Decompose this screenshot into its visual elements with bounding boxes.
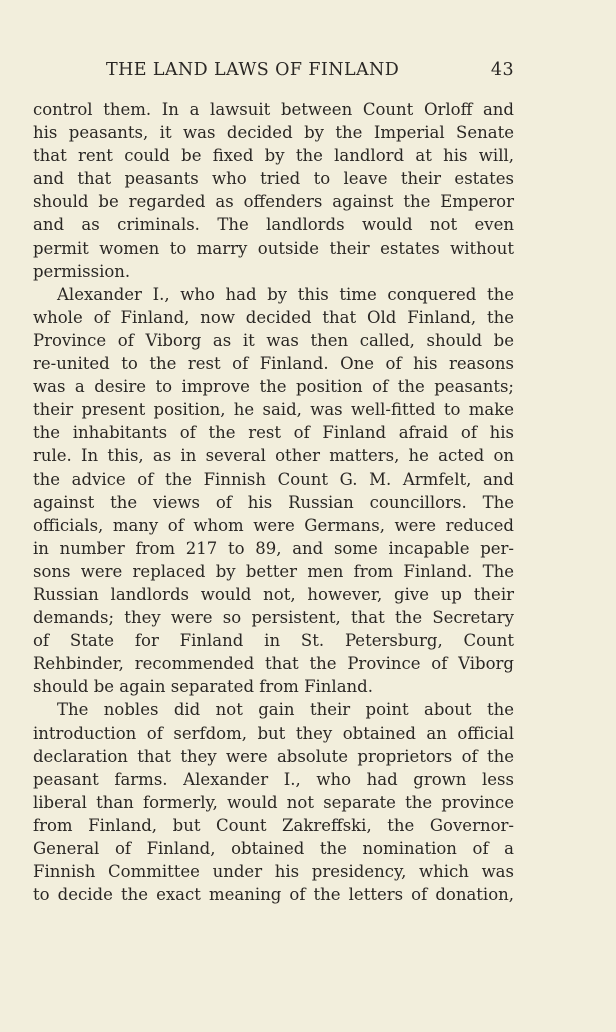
text-line: rule. In this, as in several other matters, he acted on: [33, 446, 514, 466]
text-line: General of Finland, obtained the nomination of a: [33, 839, 514, 858]
page-header: [34, 60, 514, 80]
paragraph: [33, 283, 514, 699]
text-line: declaration that they were absolute proprietors of the: [33, 746, 514, 766]
text-line: Alexander I., who had by this time conquered the: [57, 284, 514, 304]
text-line: the inhabitants of the rest of Finland afraid of his: [33, 423, 514, 443]
text-line: officials, many of whom were Germans, were reduced: [33, 515, 514, 535]
text-line: liberal than formerly, would not separate the province: [33, 792, 514, 812]
text-line: to decide the exact meaning of the letters of donation,: [33, 885, 514, 905]
text-line: introduction of serfdom, but they obtained an official: [33, 723, 514, 743]
text-line: the advice of the Finnish Count G. M. Armfelt, and: [33, 469, 514, 489]
text-line: their present position, he said, was well-fitted to make: [33, 400, 514, 420]
text-line: that rent could be fixed by the landlord at his will,: [33, 146, 514, 166]
text-line: in number from 217 to 89, and some incapable per-: [33, 538, 514, 558]
text-line: and as criminals. The landlords would not even: [33, 215, 514, 235]
text-line: sons were replaced by better men from Finland. The: [33, 561, 514, 581]
text-line: from Finland, but Count Zakreffski, the Governor-: [33, 815, 514, 835]
text-line: should be regarded as offenders against the Emperor: [33, 192, 514, 212]
text-line: Finnish Committee under his presidency, which was: [33, 862, 514, 882]
body-text: [33, 98, 514, 906]
text-line: and that peasants who tried to leave their estates: [33, 169, 514, 189]
text-line: Russian landlords would not, however, give up their: [33, 584, 514, 604]
text-line: control them. In a lawsuit between Count Orloff and: [33, 100, 514, 119]
text-line: permission.: [33, 261, 131, 281]
page-number: 43: [490, 60, 514, 80]
text-line: demands; they were so persistent, that the Secretary: [33, 608, 514, 628]
paragraph: [33, 698, 514, 906]
text-line: should be again separated from Finland.: [33, 677, 373, 697]
text-line: of State for Finland in St. Petersburg, Count: [33, 631, 514, 651]
text-line: whole of Finland, now decided that Old Finland, the: [33, 307, 514, 327]
running-title: THE LAND LAWS OF FINLAND: [106, 60, 400, 80]
text-line: against the views of his Russian councillors. The: [33, 492, 514, 512]
text-line: permit women to marry outside their estates without: [33, 238, 514, 258]
text-line: Province of Viborg as it was then called, should be: [33, 330, 514, 350]
text-line: re-united to the rest of Finland. One of his reasons: [33, 354, 514, 374]
text-line: was a desire to improve the position of the peasants;: [33, 377, 514, 397]
text-line: Rehbinder, recommended that the Province of Viborg: [33, 654, 514, 674]
text-line: The nobles did not gain their point about the: [57, 700, 514, 720]
text-line: his peasants, it was decided by the Imperial Senate: [33, 123, 514, 143]
paragraph: [33, 98, 514, 283]
text-line: peasant farms. Alexander I., who had grown less: [33, 769, 514, 789]
